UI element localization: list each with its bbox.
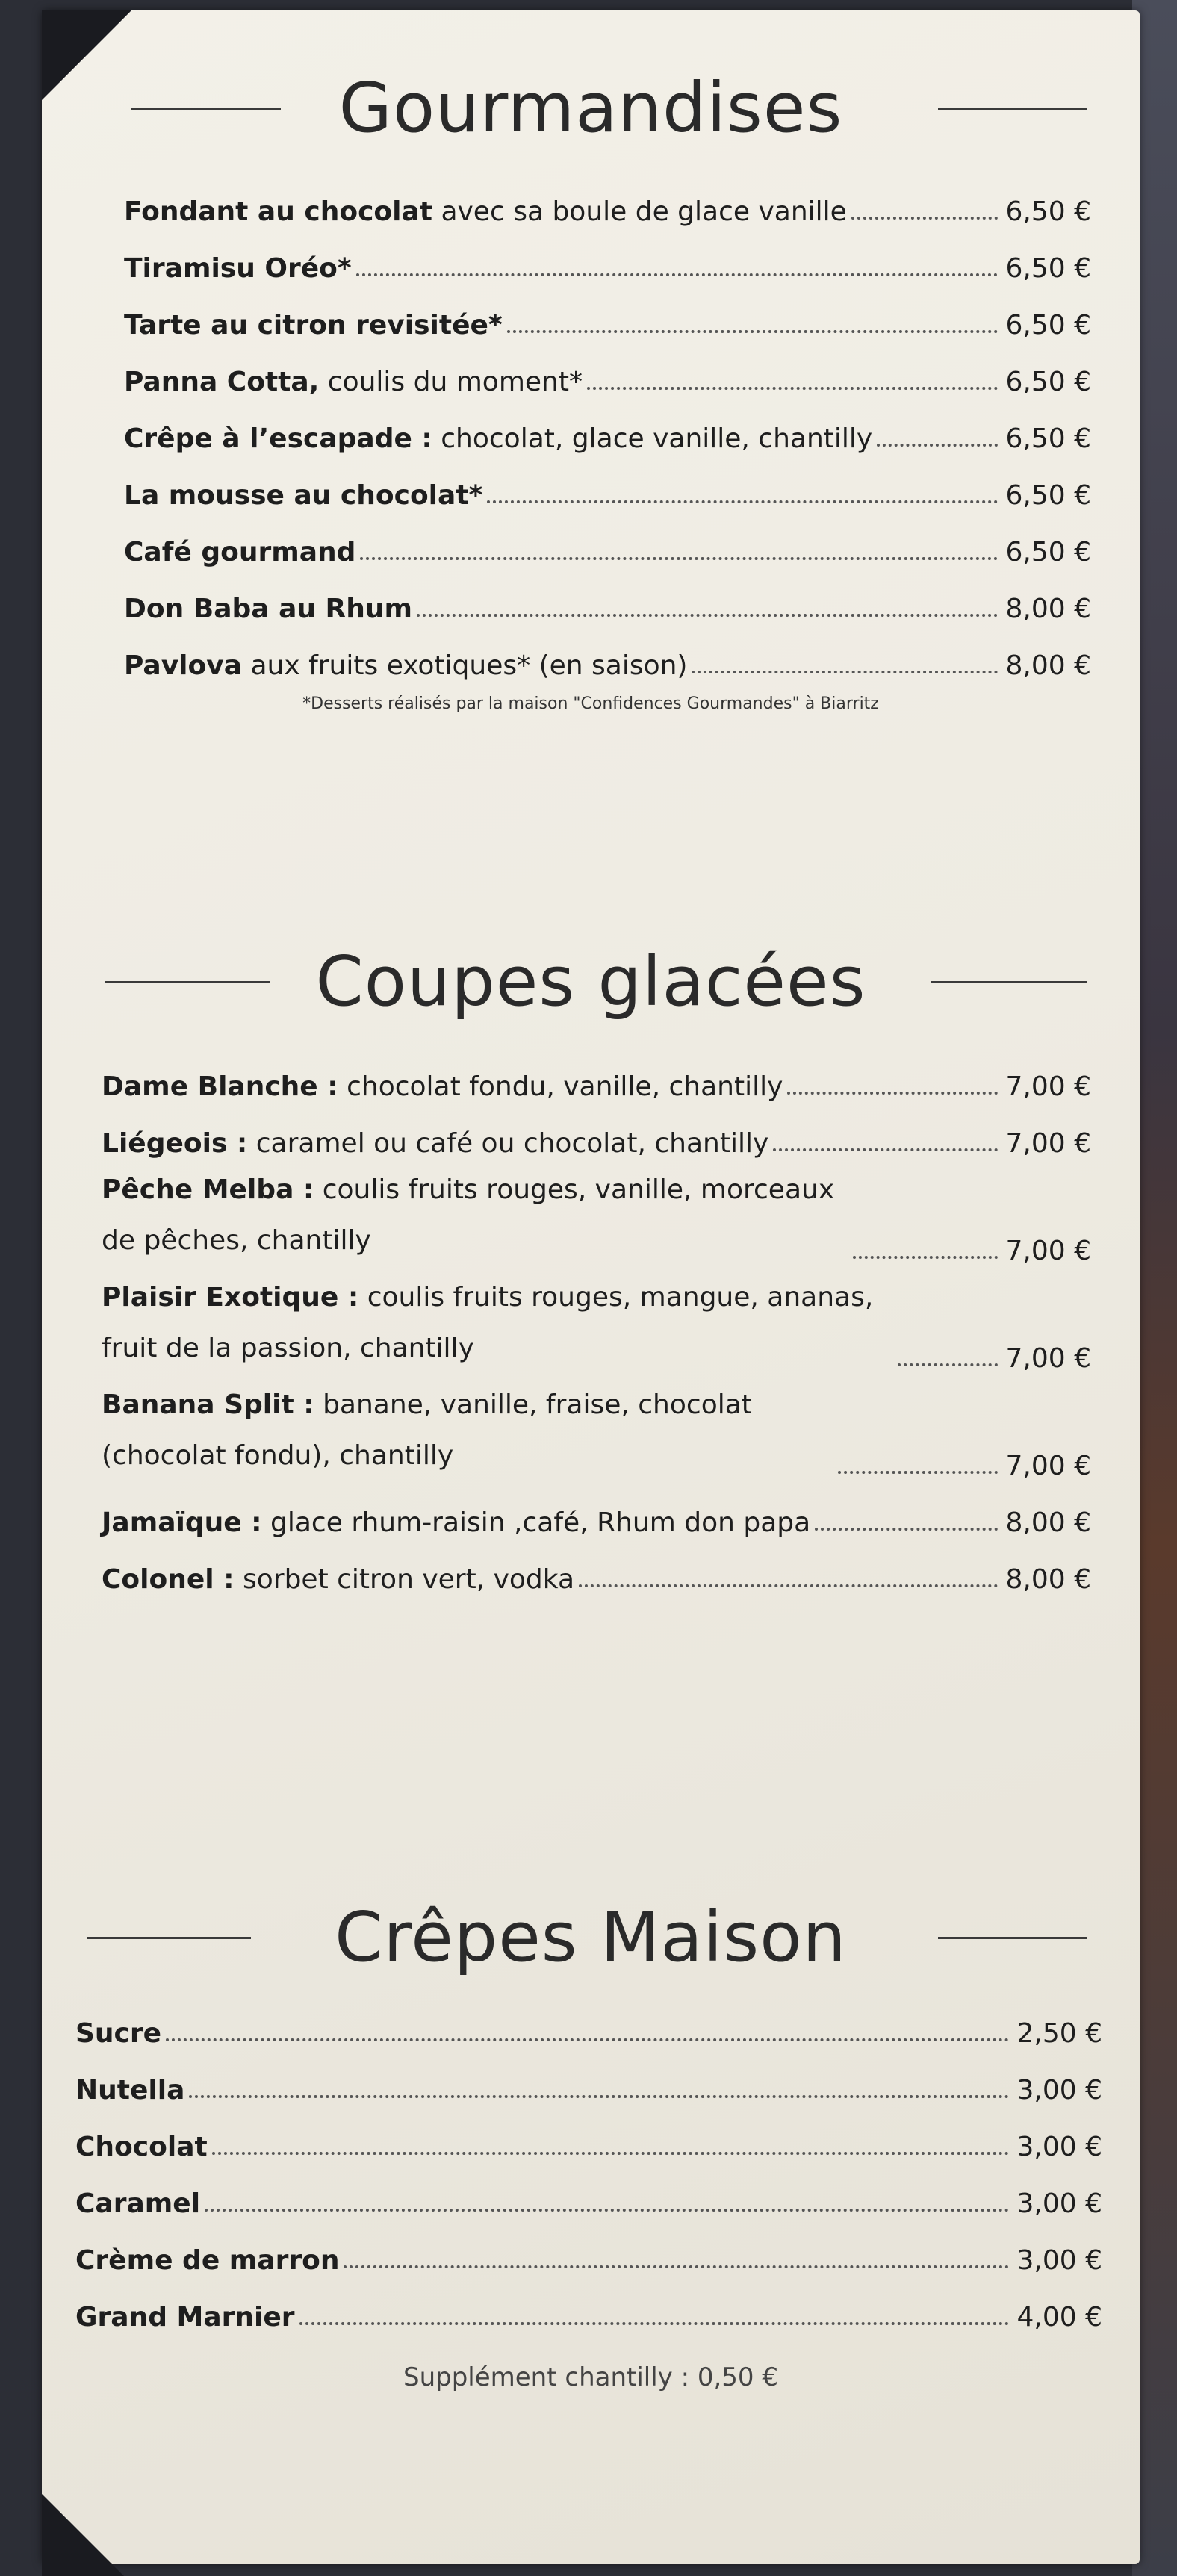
dot-leader [507,330,999,333]
menu-item [102,1159,1091,1266]
menu-item [75,2219,1102,2276]
dot-leader [787,1092,998,1095]
divider [931,981,1087,983]
item-price: 6,50 € [1005,367,1091,397]
item-list [102,1045,1091,1595]
item-description: coulis fruits rouges, mangue, ananas, fruit de la passion, chantilly [102,1282,874,1363]
section-header [42,1892,1140,1982]
item-name: Grand Marnier [75,2302,295,2333]
item-price: 3,00 € [1016,2132,1102,2162]
menu-page [42,10,1140,2564]
menu-item [75,2162,1102,2219]
dot-leader [166,2038,1009,2041]
section-title: Coupes glacées [315,941,866,1021]
menu-item [124,397,1091,454]
item-price: 6,50 € [1005,423,1091,454]
item-description: sorbet citron vert, vodka [234,1564,575,1595]
dot-leader [299,2322,1010,2325]
dot-leader [212,2152,1010,2155]
item-name: Panna Cotta, [124,367,320,397]
menu-item [124,454,1091,511]
dot-leader [877,444,998,447]
menu-item [75,2049,1102,2106]
item-price: 7,00 € [1005,1071,1091,1102]
photo-corner [42,10,131,100]
menu-item [102,1266,1091,1374]
dot-leader [587,387,999,390]
dot-leader [579,1584,998,1587]
section-title: Crêpes Maison [335,1897,847,1977]
item-price: 7,00 € [1005,1451,1091,1481]
dot-leader [853,1256,998,1259]
item-price: 7,00 € [1005,1128,1091,1159]
menu-item [75,2276,1102,2333]
item-price: 3,00 € [1016,2075,1102,2106]
item-name: Don Baba au Rhum [124,594,413,624]
item-name: Café gourmand [124,537,356,567]
menu-item [124,340,1091,397]
section-title: Gourmandises [338,67,843,148]
menu-item [124,284,1091,340]
dot-leader [360,557,998,560]
divider [938,108,1087,110]
item-name: Caramel [75,2188,201,2219]
item-price: 7,00 € [1005,1343,1091,1374]
item-name: Nutella [75,2075,185,2106]
item-description: avec sa boule de glace vanille [432,196,847,227]
menu-item [102,1481,1091,1538]
item-price: 8,00 € [1005,650,1091,681]
item-price: 6,50 € [1005,480,1091,511]
divider [131,108,281,110]
photo-corner [42,2494,124,2576]
item-name: Fondant au chocolat [124,196,432,227]
divider [87,1937,251,1939]
item-price: 2,50 € [1016,2018,1102,2049]
dot-leader [417,614,998,617]
dot-leader [838,1471,998,1474]
footnote: *Desserts réalisés par la maison "Confidences Gourmandes" à Biarritz [302,694,879,713]
item-price: 8,00 € [1005,1564,1091,1595]
item-price: 4,00 € [1016,2302,1102,2333]
menu-item [102,1045,1091,1102]
dot-leader [189,2095,1009,2098]
item-price: 3,00 € [1016,2245,1102,2276]
item-price: 6,50 € [1005,537,1091,567]
item-name: Jamaïque : [102,1508,262,1538]
dot-leader [205,2209,1009,2212]
item-name: Pêche Melba : [102,1175,314,1205]
item-name: Sucre [75,2018,162,2049]
item-price: 8,00 € [1005,594,1091,624]
item-name: Pavlova [124,650,243,681]
item-name: Tarte au citron revisitée* [124,310,503,340]
menu-item [75,1992,1102,2049]
item-description: chocolat, glace vanille, chantilly [432,423,873,454]
item-price: 3,00 € [1016,2188,1102,2219]
item-name: Crème de marron [75,2245,340,2276]
dot-leader [898,1363,998,1366]
item-description: caramel ou café ou chocolat, chantilly [247,1128,769,1159]
section-header [42,63,1140,152]
item-name: Crêpe à l’escapade : [124,423,432,454]
menu-item [124,624,1091,681]
item-list [124,170,1091,681]
item-description: coulis du moment* [319,367,583,397]
menu-item [124,511,1091,567]
dot-leader [487,500,998,503]
item-name: Tiramisu Oréo* [124,253,352,284]
item-price: 6,50 € [1005,310,1091,340]
menu-item [102,1102,1091,1159]
item-name: Banana Split : [102,1390,314,1420]
section-gourmandises [42,63,1140,713]
section-crepes-maison [42,1892,1140,2392]
item-name: La mousse au chocolat* [124,480,483,511]
menu-item [102,1538,1091,1595]
item-description: glace rhum-raisin ,café, Rhum don papa [261,1508,811,1538]
dot-leader [692,671,998,673]
menu-item [102,1374,1091,1481]
supplement-note: Supplément chantilly : 0,50 € [403,2362,778,2392]
dot-leader [773,1148,998,1151]
menu-item [124,567,1091,624]
item-price: 7,00 € [1005,1236,1091,1266]
menu-item [75,2106,1102,2162]
section-header [42,936,1140,1026]
dot-leader [851,217,999,220]
menu-item [124,227,1091,284]
item-description: coulis fruits rouges, vanille, morceaux de pêches, chantilly [102,1175,835,1256]
item-name: Colonel : [102,1564,235,1595]
item-description: banane, vanille, fraise, chocolat (chocolat fondu), chantilly [102,1390,752,1471]
menu-item [124,170,1091,227]
section-coupes-glacees [42,936,1140,1595]
dot-leader [356,273,999,276]
item-list [75,1992,1102,2333]
item-price: 8,00 € [1005,1508,1091,1538]
item-name: Dame Blanche : [102,1071,338,1102]
divider [938,1937,1087,1939]
dot-leader [344,2265,1009,2268]
item-name: Plaisir Exotique : [102,1282,359,1313]
divider [105,981,270,983]
item-price: 6,50 € [1005,196,1091,227]
item-name: Liégeois : [102,1128,248,1159]
item-description: chocolat fondu, vanille, chantilly [338,1071,783,1102]
item-description: aux fruits exotiques* (en saison) [242,650,688,681]
item-price: 6,50 € [1005,253,1091,284]
dot-leader [815,1528,998,1531]
item-name: Chocolat [75,2132,208,2162]
